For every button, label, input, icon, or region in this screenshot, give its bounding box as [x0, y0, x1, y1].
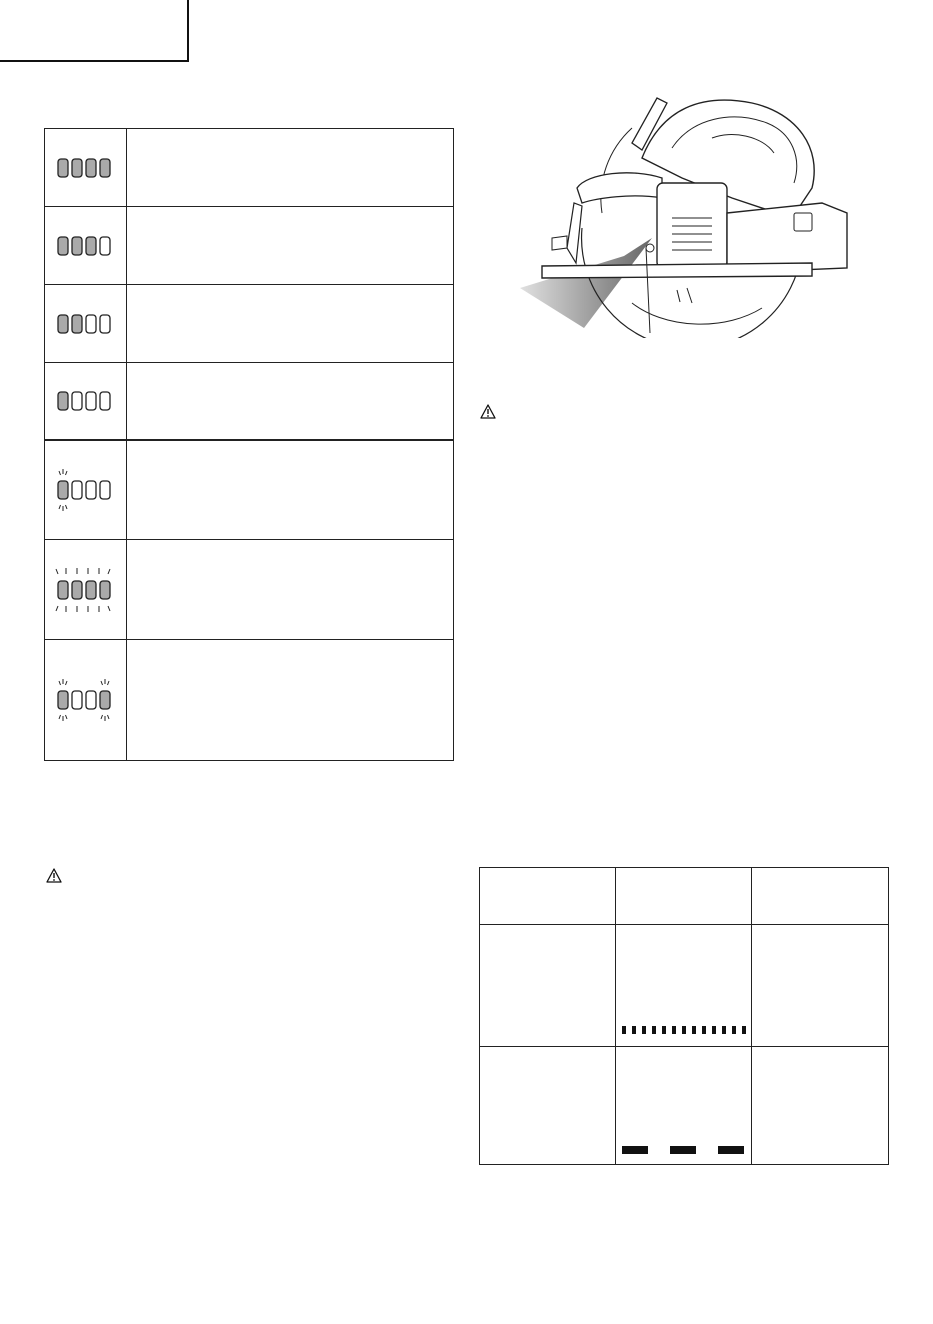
battery-one-lamp-lit-icon — [45, 363, 127, 439]
indicator-row — [45, 363, 453, 441]
lamp-table-cell — [480, 925, 615, 1046]
indicator-description — [127, 441, 453, 539]
indicator-row — [45, 129, 453, 207]
indicator-row — [45, 540, 453, 640]
battery-indicator-table — [44, 128, 454, 761]
long-dash-pattern — [622, 1146, 766, 1154]
indicator-description — [127, 363, 453, 439]
lamp-table-header-cell — [752, 868, 888, 924]
indicator-description — [127, 540, 453, 639]
battery-all-lamps-blinking-icon — [45, 540, 127, 639]
lamp-table-cell — [752, 925, 888, 1046]
lamp-table-cell — [752, 1047, 888, 1165]
indicator-row — [45, 207, 453, 285]
warning-triangle-icon — [480, 404, 496, 419]
page-corner-box — [0, 0, 189, 62]
indicator-row — [45, 441, 453, 540]
lamp-table-header-cell — [480, 868, 615, 924]
lamp-status-table — [479, 867, 889, 1165]
indicator-row — [45, 640, 453, 760]
indicator-description — [127, 640, 453, 760]
battery-end-lamps-blinking-icon — [45, 640, 127, 760]
lamp-table-cell — [480, 1047, 615, 1165]
indicator-description — [127, 285, 453, 362]
indicator-description — [127, 207, 453, 284]
circular-saw-illustration — [512, 88, 857, 338]
battery-first-lamp-blinking-icon — [45, 441, 127, 539]
indicator-row — [45, 285, 453, 363]
warning-triangle-icon — [46, 868, 62, 883]
indicator-description — [127, 129, 453, 206]
lamp-table-header-cell — [616, 868, 751, 924]
battery-four-lamps-lit-icon — [45, 129, 127, 206]
battery-three-lamps-lit-icon — [45, 207, 127, 284]
battery-two-lamps-lit-icon — [45, 285, 127, 362]
short-dash-pattern — [622, 1026, 752, 1034]
